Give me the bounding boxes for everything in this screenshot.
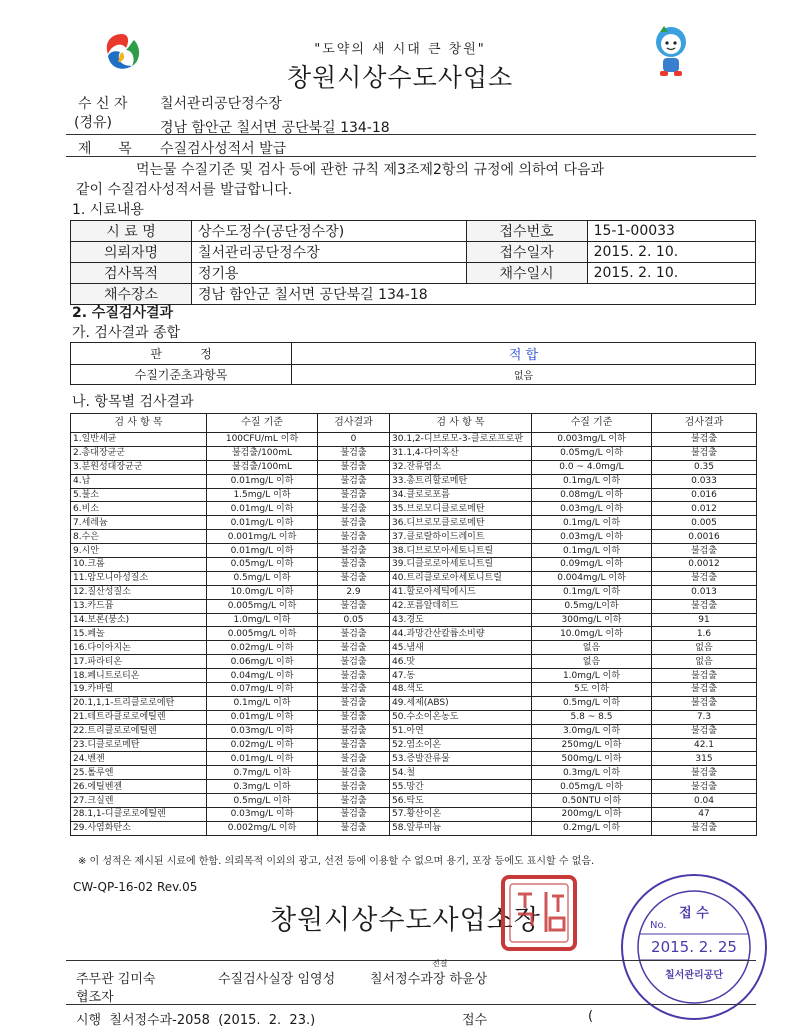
footer-rule-2 bbox=[66, 1004, 756, 1005]
item-standard: 0.04mg/L 이하 bbox=[207, 669, 318, 683]
table-row bbox=[71, 738, 757, 752]
item-name: 7.세레늄 bbox=[71, 516, 207, 530]
intro-line-2: 같이 수질검사성적서를 발급합니다. bbox=[76, 182, 293, 198]
item-standard: 0.01mg/L 이하 bbox=[207, 544, 318, 558]
item-standard: 0.06mg/L 이하 bbox=[207, 655, 318, 669]
item-result: 불검출 bbox=[318, 474, 390, 488]
item-name: 9.시안 bbox=[71, 544, 207, 558]
item-name: 56.탁도 bbox=[390, 794, 532, 808]
item-result: 0.04 bbox=[652, 794, 757, 808]
table-row bbox=[71, 780, 757, 794]
item-name: 44.과망간산칼륨소비량 bbox=[390, 627, 532, 641]
table-row bbox=[71, 613, 757, 627]
item-result: 0.05 bbox=[318, 613, 390, 627]
item-result: 불검출 bbox=[318, 780, 390, 794]
item-name: 41.할로아세틱에시드 bbox=[390, 585, 532, 599]
item-name: 58.알루미늄 bbox=[390, 821, 532, 835]
item-standard: 10.0mg/L 이하 bbox=[532, 627, 652, 641]
item-name: 4.납 bbox=[71, 474, 207, 488]
item-name: 50.수소이온농도 bbox=[390, 710, 532, 724]
header-rule bbox=[66, 134, 756, 135]
item-name: 1.일반세균 bbox=[71, 433, 207, 447]
item-result: 불검출 bbox=[318, 558, 390, 572]
item-name: 14.보론(붕소) bbox=[71, 613, 207, 627]
purpose: 정기용 bbox=[192, 263, 467, 284]
item-name: 8.수은 bbox=[71, 530, 207, 544]
table-row bbox=[71, 752, 757, 766]
table-row bbox=[71, 669, 757, 683]
item-result: 42.1 bbox=[652, 738, 757, 752]
item-standard: 0.2mg/L 이하 bbox=[532, 821, 652, 835]
item-result: 1.6 bbox=[652, 627, 757, 641]
item-standard: 0.1mg/L 이하 bbox=[207, 696, 318, 710]
item-standard: 200mg/L 이하 bbox=[532, 808, 652, 822]
item-standard: 0.003mg/L 이하 bbox=[532, 433, 652, 447]
item-standard: 300mg/L 이하 bbox=[532, 613, 652, 627]
item-standard: 0.01mg/L 이하 bbox=[207, 474, 318, 488]
item-standard: 1.0mg/L 이하 bbox=[532, 669, 652, 683]
receipt-stamp-title: 접 수 bbox=[679, 906, 709, 921]
item-name: 51.아연 bbox=[390, 724, 532, 738]
item-result: 0.012 bbox=[652, 502, 757, 516]
item-result: 없음 bbox=[652, 655, 757, 669]
item-standard: 1.0mg/L 이하 bbox=[207, 613, 318, 627]
item-standard: 10.0mg/L 이하 bbox=[207, 585, 318, 599]
sampling-place: 경남 함안군 칠서면 공단북길 134-18 bbox=[192, 284, 756, 305]
receipt-stamp-no-label: No. bbox=[650, 920, 667, 931]
item-standard: 불검출/100mL bbox=[207, 446, 318, 460]
item-standard: 5도 이하 bbox=[532, 683, 652, 697]
table-row bbox=[71, 284, 756, 305]
items-body bbox=[71, 433, 757, 836]
item-name: 23.디클로로메탄 bbox=[71, 738, 207, 752]
disclaimer-note: ※ 이 성적은 제시된 시료에 한함. 의뢰목적 이외의 광고, 선전 등에 이용할 수 없으며 용기, 포장 등에도 표시할 수 없음. bbox=[78, 856, 595, 867]
sample-name: 상수도정수(공단정수장) bbox=[192, 221, 467, 242]
table-row bbox=[71, 571, 757, 585]
item-name: 13.카드뮴 bbox=[71, 599, 207, 613]
item-standard: 0.3mg/L 이하 bbox=[207, 780, 318, 794]
table-row bbox=[71, 808, 757, 822]
item-result: 불검출 bbox=[652, 696, 757, 710]
item-name: 54.철 bbox=[390, 766, 532, 780]
item-result: 없음 bbox=[652, 641, 757, 655]
table-row bbox=[71, 683, 757, 697]
table-row bbox=[71, 710, 757, 724]
division-head: 칠서정수과장 하윤상 bbox=[370, 972, 488, 987]
item-result: 315 bbox=[652, 752, 757, 766]
col-item-right: 검 사 항 목 bbox=[390, 414, 532, 433]
item-standard: 0.004mg/L 이하 bbox=[532, 571, 652, 585]
item-name: 37.클로랄하이드레이트 bbox=[390, 530, 532, 544]
item-standard: 0.05mg/L 이하 bbox=[532, 780, 652, 794]
item-standard: 250mg/L 이하 bbox=[532, 738, 652, 752]
item-result: 불검출 bbox=[652, 544, 757, 558]
table-row bbox=[71, 724, 757, 738]
item-name: 12.질산성질소 bbox=[71, 585, 207, 599]
item-standard: 0.01mg/L 이하 bbox=[207, 502, 318, 516]
delegation-mark: 전결 bbox=[432, 959, 448, 968]
item-standard: 0.01mg/L 이하 bbox=[207, 516, 318, 530]
item-standard: 0.03mg/L 이하 bbox=[207, 808, 318, 822]
item-result: 불검출 bbox=[652, 780, 757, 794]
item-result: 0.35 bbox=[652, 460, 757, 474]
issue-info: 시행 칠서정수과-2058 (2015. 2. 23.) bbox=[76, 1013, 316, 1028]
col-std-right: 수질 기준 bbox=[532, 414, 652, 433]
item-standard: 100CFU/mL 이하 bbox=[207, 433, 318, 447]
intro-text bbox=[76, 160, 756, 200]
item-result: 불검출 bbox=[318, 766, 390, 780]
item-result: 불검출 bbox=[318, 808, 390, 822]
item-result: 불검출 bbox=[318, 696, 390, 710]
item-result: 불검출 bbox=[652, 766, 757, 780]
table-row bbox=[71, 558, 757, 572]
item-name: 46.맛 bbox=[390, 655, 532, 669]
sampling-date-label: 채수일시 bbox=[466, 263, 587, 284]
receipt-date-label: 접수일자 bbox=[466, 242, 587, 263]
item-name: 28.1,1-디클로로에틸렌 bbox=[71, 808, 207, 822]
item-result: 불검출 bbox=[652, 599, 757, 613]
recipient: 칠서관리공단정수장 bbox=[160, 96, 282, 112]
item-name: 27.크실렌 bbox=[71, 794, 207, 808]
item-result: 불검출 bbox=[318, 794, 390, 808]
item-name: 39.디클로로아세토니트릴 bbox=[390, 558, 532, 572]
item-result: 0.016 bbox=[652, 488, 757, 502]
item-name: 18.페니트로티온 bbox=[71, 669, 207, 683]
item-name: 36.디브로모클로로메탄 bbox=[390, 516, 532, 530]
item-result: 불검출 bbox=[318, 655, 390, 669]
table-row bbox=[71, 585, 757, 599]
table-header-row bbox=[71, 414, 757, 433]
sample-info-table bbox=[70, 220, 756, 305]
item-name: 26.에틸벤젠 bbox=[71, 780, 207, 794]
item-result: 0.0016 bbox=[652, 530, 757, 544]
item-result: 불검출 bbox=[318, 683, 390, 697]
item-result: 불검출 bbox=[652, 433, 757, 447]
table-row bbox=[71, 446, 757, 460]
receipt-stamp-date: 2015. 2. 25 bbox=[651, 938, 737, 956]
item-result: 불검출 bbox=[652, 724, 757, 738]
item-name: 20.1,1,1-트리클로로에탄 bbox=[71, 696, 207, 710]
section2-title: 2. 수질검사결과 bbox=[72, 305, 174, 321]
item-standard: 0.50NTU 이하 bbox=[532, 794, 652, 808]
item-name: 10.크롬 bbox=[71, 558, 207, 572]
sampling-place-label: 채수장소 bbox=[71, 284, 192, 305]
table-row bbox=[71, 696, 757, 710]
item-result: 47 bbox=[652, 808, 757, 822]
item-standard: 0.07mg/L 이하 bbox=[207, 683, 318, 697]
summary-table bbox=[70, 342, 756, 385]
lab-chief: 수질검사실장 임영성 bbox=[218, 972, 336, 987]
item-result: 불검출 bbox=[318, 544, 390, 558]
item-result: 불검출 bbox=[318, 627, 390, 641]
item-result: 불검출 bbox=[318, 752, 390, 766]
item-result: 0.0012 bbox=[652, 558, 757, 572]
item-standard: 1.5mg/L 이하 bbox=[207, 488, 318, 502]
purpose-label: 검사목적 bbox=[71, 263, 192, 284]
receipt-no: 15-1-00033 bbox=[587, 221, 755, 242]
table-row bbox=[71, 474, 757, 488]
item-name: 25.톨루엔 bbox=[71, 766, 207, 780]
item-standard: 0.01mg/L 이하 bbox=[207, 752, 318, 766]
item-name: 15.페놀 bbox=[71, 627, 207, 641]
exceed-value: 없음 bbox=[292, 365, 756, 385]
item-result: 91 bbox=[652, 613, 757, 627]
table-row bbox=[71, 599, 757, 613]
item-result: 0.005 bbox=[652, 516, 757, 530]
item-name: 24.벤젠 bbox=[71, 752, 207, 766]
col-result-right: 검사결과 bbox=[652, 414, 757, 433]
official-seal bbox=[500, 874, 578, 952]
item-result: 불검출 bbox=[652, 821, 757, 835]
receipt-stamp-org: 칠서관리공단 bbox=[665, 970, 723, 981]
item-standard: 없음 bbox=[532, 655, 652, 669]
table-row bbox=[71, 263, 756, 284]
table-row bbox=[71, 627, 757, 641]
subject-rule bbox=[66, 156, 756, 157]
item-result: 불검출 bbox=[318, 446, 390, 460]
item-standard: 0.09mg/L 이하 bbox=[532, 558, 652, 572]
item-standard: 0.002mg/L 이하 bbox=[207, 821, 318, 835]
item-result: 불검출 bbox=[318, 724, 390, 738]
item-name: 3.분원성대장균군 bbox=[71, 460, 207, 474]
item-name: 40.트리클로로아세토니트릴 bbox=[390, 571, 532, 585]
item-standard: 없음 bbox=[532, 641, 652, 655]
item-name: 31.1,4-다이옥산 bbox=[390, 446, 532, 460]
table-row bbox=[71, 488, 757, 502]
item-result: 0.013 bbox=[652, 585, 757, 599]
recipient-address: 경남 함안군 칠서면 공단북길 134-18 bbox=[160, 120, 390, 136]
item-name: 57.황산이온 bbox=[390, 808, 532, 822]
item-result: 0 bbox=[318, 433, 390, 447]
item-standard: 0.03mg/L 이하 bbox=[207, 724, 318, 738]
item-standard: 0.1mg/L 이하 bbox=[532, 474, 652, 488]
signature-title: 창원시상수도사업소장 bbox=[270, 905, 541, 936]
item-standard: 0.1mg/L 이하 bbox=[532, 544, 652, 558]
table-row bbox=[71, 242, 756, 263]
items-subtitle: 나. 항목별 검사결과 bbox=[72, 394, 194, 410]
item-name: 21.테트라클로로에틸렌 bbox=[71, 710, 207, 724]
item-standard: 0.5mg/L이하 bbox=[532, 599, 652, 613]
item-result: 불검출 bbox=[318, 669, 390, 683]
receipt-label: 접수 bbox=[462, 1013, 488, 1028]
table-row bbox=[71, 433, 757, 447]
item-result: 불검출 bbox=[652, 669, 757, 683]
receipt-stamp bbox=[618, 872, 770, 1022]
officer: 주무관 김미숙 bbox=[76, 972, 156, 987]
item-name: 16.다이아지논 bbox=[71, 641, 207, 655]
item-result: 불검출 bbox=[318, 502, 390, 516]
item-name: 17.파라티온 bbox=[71, 655, 207, 669]
table-row bbox=[71, 794, 757, 808]
item-standard: 0.5mg/L 이하 bbox=[207, 794, 318, 808]
item-name: 38.디브로모아세토니트릴 bbox=[390, 544, 532, 558]
table-row bbox=[71, 655, 757, 669]
item-standard: 0.005mg/L 이하 bbox=[207, 627, 318, 641]
item-standard: 5.8 ~ 8.5 bbox=[532, 710, 652, 724]
item-name: 49.세제(ABS) bbox=[390, 696, 532, 710]
item-name: 47.동 bbox=[390, 669, 532, 683]
item-result: 불검출 bbox=[652, 683, 757, 697]
slogan: "도약의 새 시대 큰 창원" bbox=[314, 42, 486, 57]
item-result: 불검출 bbox=[652, 571, 757, 585]
item-standard: 0.05mg/L 이하 bbox=[207, 558, 318, 572]
item-standard: 0.03mg/L 이하 bbox=[532, 502, 652, 516]
item-name: 55.망간 bbox=[390, 780, 532, 794]
item-result: 불검출 bbox=[318, 710, 390, 724]
item-name: 34.클로로포름 bbox=[390, 488, 532, 502]
item-standard: 0.1mg/L 이하 bbox=[532, 516, 652, 530]
item-name: 22.트리클로로에틸렌 bbox=[71, 724, 207, 738]
item-standard: 0.005mg/L 이하 bbox=[207, 599, 318, 613]
form-code: CW-QP-16-02 Rev.05 bbox=[73, 880, 198, 894]
item-standard: 0.02mg/L 이하 bbox=[207, 641, 318, 655]
section1-title: 1. 시료내용 bbox=[72, 202, 144, 218]
table-row bbox=[71, 821, 757, 835]
item-name: 33.총트리할로메탄 bbox=[390, 474, 532, 488]
item-result: 불검출 bbox=[318, 516, 390, 530]
item-standard: 0.03mg/L 이하 bbox=[532, 530, 652, 544]
item-name: 35.브로모디클로로메탄 bbox=[390, 502, 532, 516]
org-title: 창원시상수도사업소 bbox=[286, 63, 514, 92]
item-name: 52.염소이온 bbox=[390, 738, 532, 752]
cooperator-label: 협조자 bbox=[76, 990, 114, 1005]
item-name: 48.색도 bbox=[390, 683, 532, 697]
table-row bbox=[71, 530, 757, 544]
item-name: 5.불소 bbox=[71, 488, 207, 502]
item-result: 2.9 bbox=[318, 585, 390, 599]
table-row bbox=[71, 343, 756, 365]
via-label: (경유) bbox=[74, 115, 112, 131]
exceed-label: 수질기준초과항목 bbox=[71, 365, 292, 385]
item-name: 11.암모니아성질소 bbox=[71, 571, 207, 585]
item-standard: 0.0 ~ 4.0mg/L bbox=[532, 460, 652, 474]
item-standard: 0.001mg/L 이하 bbox=[207, 530, 318, 544]
item-standard: 0.5mg/L 이하 bbox=[207, 571, 318, 585]
requester: 칠서관리공단정수장 bbox=[192, 242, 467, 263]
summary-subtitle: 가. 검사결과 종합 bbox=[72, 325, 181, 341]
item-name: 42.포름알데히드 bbox=[390, 599, 532, 613]
item-result: 불검출 bbox=[318, 530, 390, 544]
item-standard: 0.05mg/L 이하 bbox=[532, 446, 652, 460]
item-name: 19.카바릴 bbox=[71, 683, 207, 697]
subject-label: 제 목 bbox=[78, 141, 132, 157]
item-name: 6.비소 bbox=[71, 502, 207, 516]
table-row bbox=[71, 516, 757, 530]
item-result: 0.033 bbox=[652, 474, 757, 488]
item-standard: 0.7mg/L 이하 bbox=[207, 766, 318, 780]
receipt-paren: ( bbox=[588, 1009, 594, 1024]
receipt-date: 2015. 2. 10. bbox=[587, 242, 755, 263]
sample-name-label: 시 료 명 bbox=[71, 221, 192, 242]
requester-label: 의뢰자명 bbox=[71, 242, 192, 263]
intro-line-1: 먹는물 수질기준 및 검사 등에 관한 규칙 제3조제2항의 규정에 의하여 다음과 bbox=[136, 162, 605, 178]
table-row bbox=[71, 502, 757, 516]
item-result: 7.3 bbox=[652, 710, 757, 724]
item-standard: 0.3mg/L 이하 bbox=[532, 766, 652, 780]
receipt-no-label: 접수번호 bbox=[466, 221, 587, 242]
item-result: 불검출 bbox=[318, 599, 390, 613]
judgement-label: 판 정 bbox=[71, 343, 292, 365]
item-standard: 불검출/100mL bbox=[207, 460, 318, 474]
item-name: 53.증발잔류물 bbox=[390, 752, 532, 766]
item-standard: 0.1mg/L 이하 bbox=[532, 585, 652, 599]
sampling-date: 2015. 2. 10. bbox=[587, 263, 755, 284]
items-table bbox=[70, 413, 757, 836]
item-result: 불검출 bbox=[318, 641, 390, 655]
item-name: 30.1,2-디브로모-3-클로로프로판 bbox=[390, 433, 532, 447]
item-standard: 500mg/L 이하 bbox=[532, 752, 652, 766]
item-result: 불검출 bbox=[318, 821, 390, 835]
item-name: 32.잔류염소 bbox=[390, 460, 532, 474]
item-name: 2.총대장균군 bbox=[71, 446, 207, 460]
table-row bbox=[71, 460, 757, 474]
item-result: 불검출 bbox=[318, 738, 390, 752]
item-name: 43.경도 bbox=[390, 613, 532, 627]
table-row bbox=[71, 641, 757, 655]
item-result: 불검출 bbox=[318, 488, 390, 502]
item-name: 29.사염화탄소 bbox=[71, 821, 207, 835]
col-item-left: 검 사 항 목 bbox=[71, 414, 207, 433]
table-row bbox=[71, 365, 756, 385]
recipient-label: 수 신 자 bbox=[78, 96, 128, 112]
table-row bbox=[71, 221, 756, 242]
table-row bbox=[71, 544, 757, 558]
item-result: 불검출 bbox=[318, 571, 390, 585]
item-result: 불검출 bbox=[652, 446, 757, 460]
item-result: 불검출 bbox=[318, 460, 390, 474]
item-standard: 3.0mg/L 이하 bbox=[532, 724, 652, 738]
judgement-value: 적 합 bbox=[292, 343, 756, 365]
item-standard: 0.08mg/L 이하 bbox=[532, 488, 652, 502]
table-row bbox=[71, 766, 757, 780]
col-std-left: 수질 기준 bbox=[207, 414, 318, 433]
subject: 수질검사성적서 발급 bbox=[160, 141, 287, 157]
col-result-left: 검사결과 bbox=[318, 414, 390, 433]
item-name: 45.냄새 bbox=[390, 641, 532, 655]
footer-rule bbox=[66, 960, 756, 961]
item-standard: 0.02mg/L 이하 bbox=[207, 738, 318, 752]
item-standard: 0.5mg/L 이하 bbox=[532, 696, 652, 710]
item-standard: 0.01mg/L 이하 bbox=[207, 710, 318, 724]
